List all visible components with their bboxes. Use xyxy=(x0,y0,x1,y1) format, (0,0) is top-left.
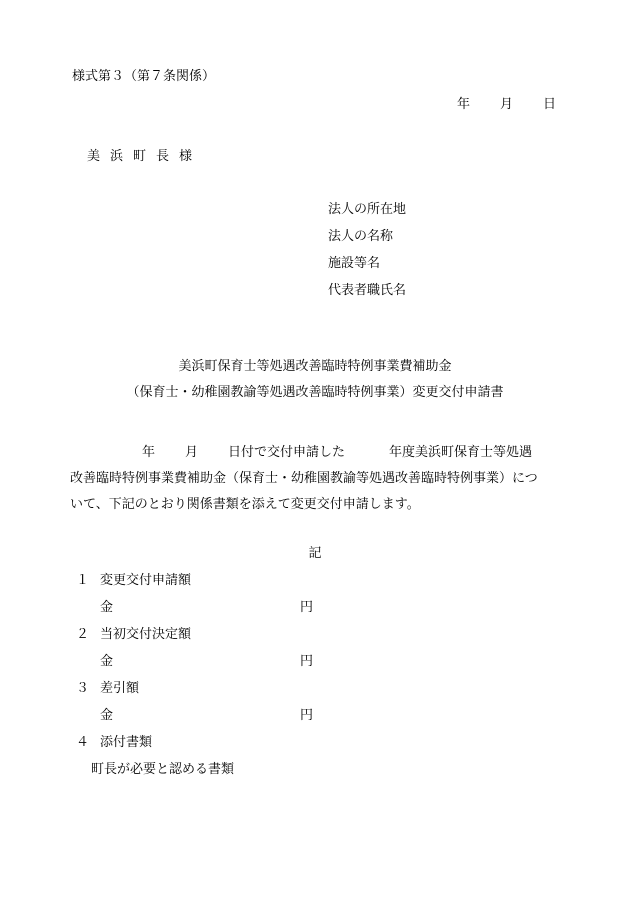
item-label: 添付書類 xyxy=(100,735,153,750)
amount-kin: 金 xyxy=(100,654,114,669)
applicant-name-label: 法人の名称 xyxy=(328,229,394,244)
amount-yen: 円 xyxy=(300,708,314,723)
item-number: ３ xyxy=(76,681,90,696)
body-line2: 改善臨時特例事業費補助金（保育士・幼稚園教諭等処遇改善臨時特例事業）につ xyxy=(70,471,538,486)
body-text xyxy=(70,440,555,518)
item-number: ２ xyxy=(76,627,90,642)
item-number: １ xyxy=(76,573,90,588)
date-day: 日 xyxy=(543,97,557,112)
amount-yen: 円 xyxy=(300,600,314,615)
document-title-line1: 美浜町保育士等処遇改善臨時特例事業費補助金 xyxy=(178,359,452,374)
body-line1 xyxy=(70,440,555,466)
document-title-line2: （保育士・幼稚園教諭等処遇改善臨時特例事業）変更交付申請書 xyxy=(126,385,504,400)
item-label: 差引額 xyxy=(100,681,140,696)
addressee: 美浜町長様 xyxy=(87,149,203,164)
body-year: 年 xyxy=(142,445,156,460)
body-month: 月 xyxy=(185,445,199,460)
date-month: 月 xyxy=(500,97,514,112)
item-label: 変更交付申請額 xyxy=(100,573,192,588)
facility-name-label: 施設等名 xyxy=(328,256,381,271)
amount-yen: 円 xyxy=(300,654,314,669)
item-number: ４ xyxy=(76,735,90,750)
ki-heading: 記 xyxy=(308,546,322,561)
representative-label: 代表者職氏名 xyxy=(328,283,407,298)
attachment-detail: 町長が必要と認める書類 xyxy=(91,762,235,777)
body-line3: いて、下記のとおり関係書類を添えて変更交付申請します。 xyxy=(70,497,420,512)
amount-kin: 金 xyxy=(100,600,114,615)
form-number: 様式第３（第７条関係） xyxy=(72,69,216,84)
body-line1-end: 年度美浜町保育士等処遇 xyxy=(389,445,533,460)
item-label: 当初交付決定額 xyxy=(100,627,192,642)
amount-kin: 金 xyxy=(100,708,114,723)
applicant-address-label: 法人の所在地 xyxy=(328,202,407,217)
date-line xyxy=(457,98,556,111)
date-year: 年 xyxy=(457,97,471,112)
body-line1-text: 日付で交付申請した xyxy=(228,445,346,460)
